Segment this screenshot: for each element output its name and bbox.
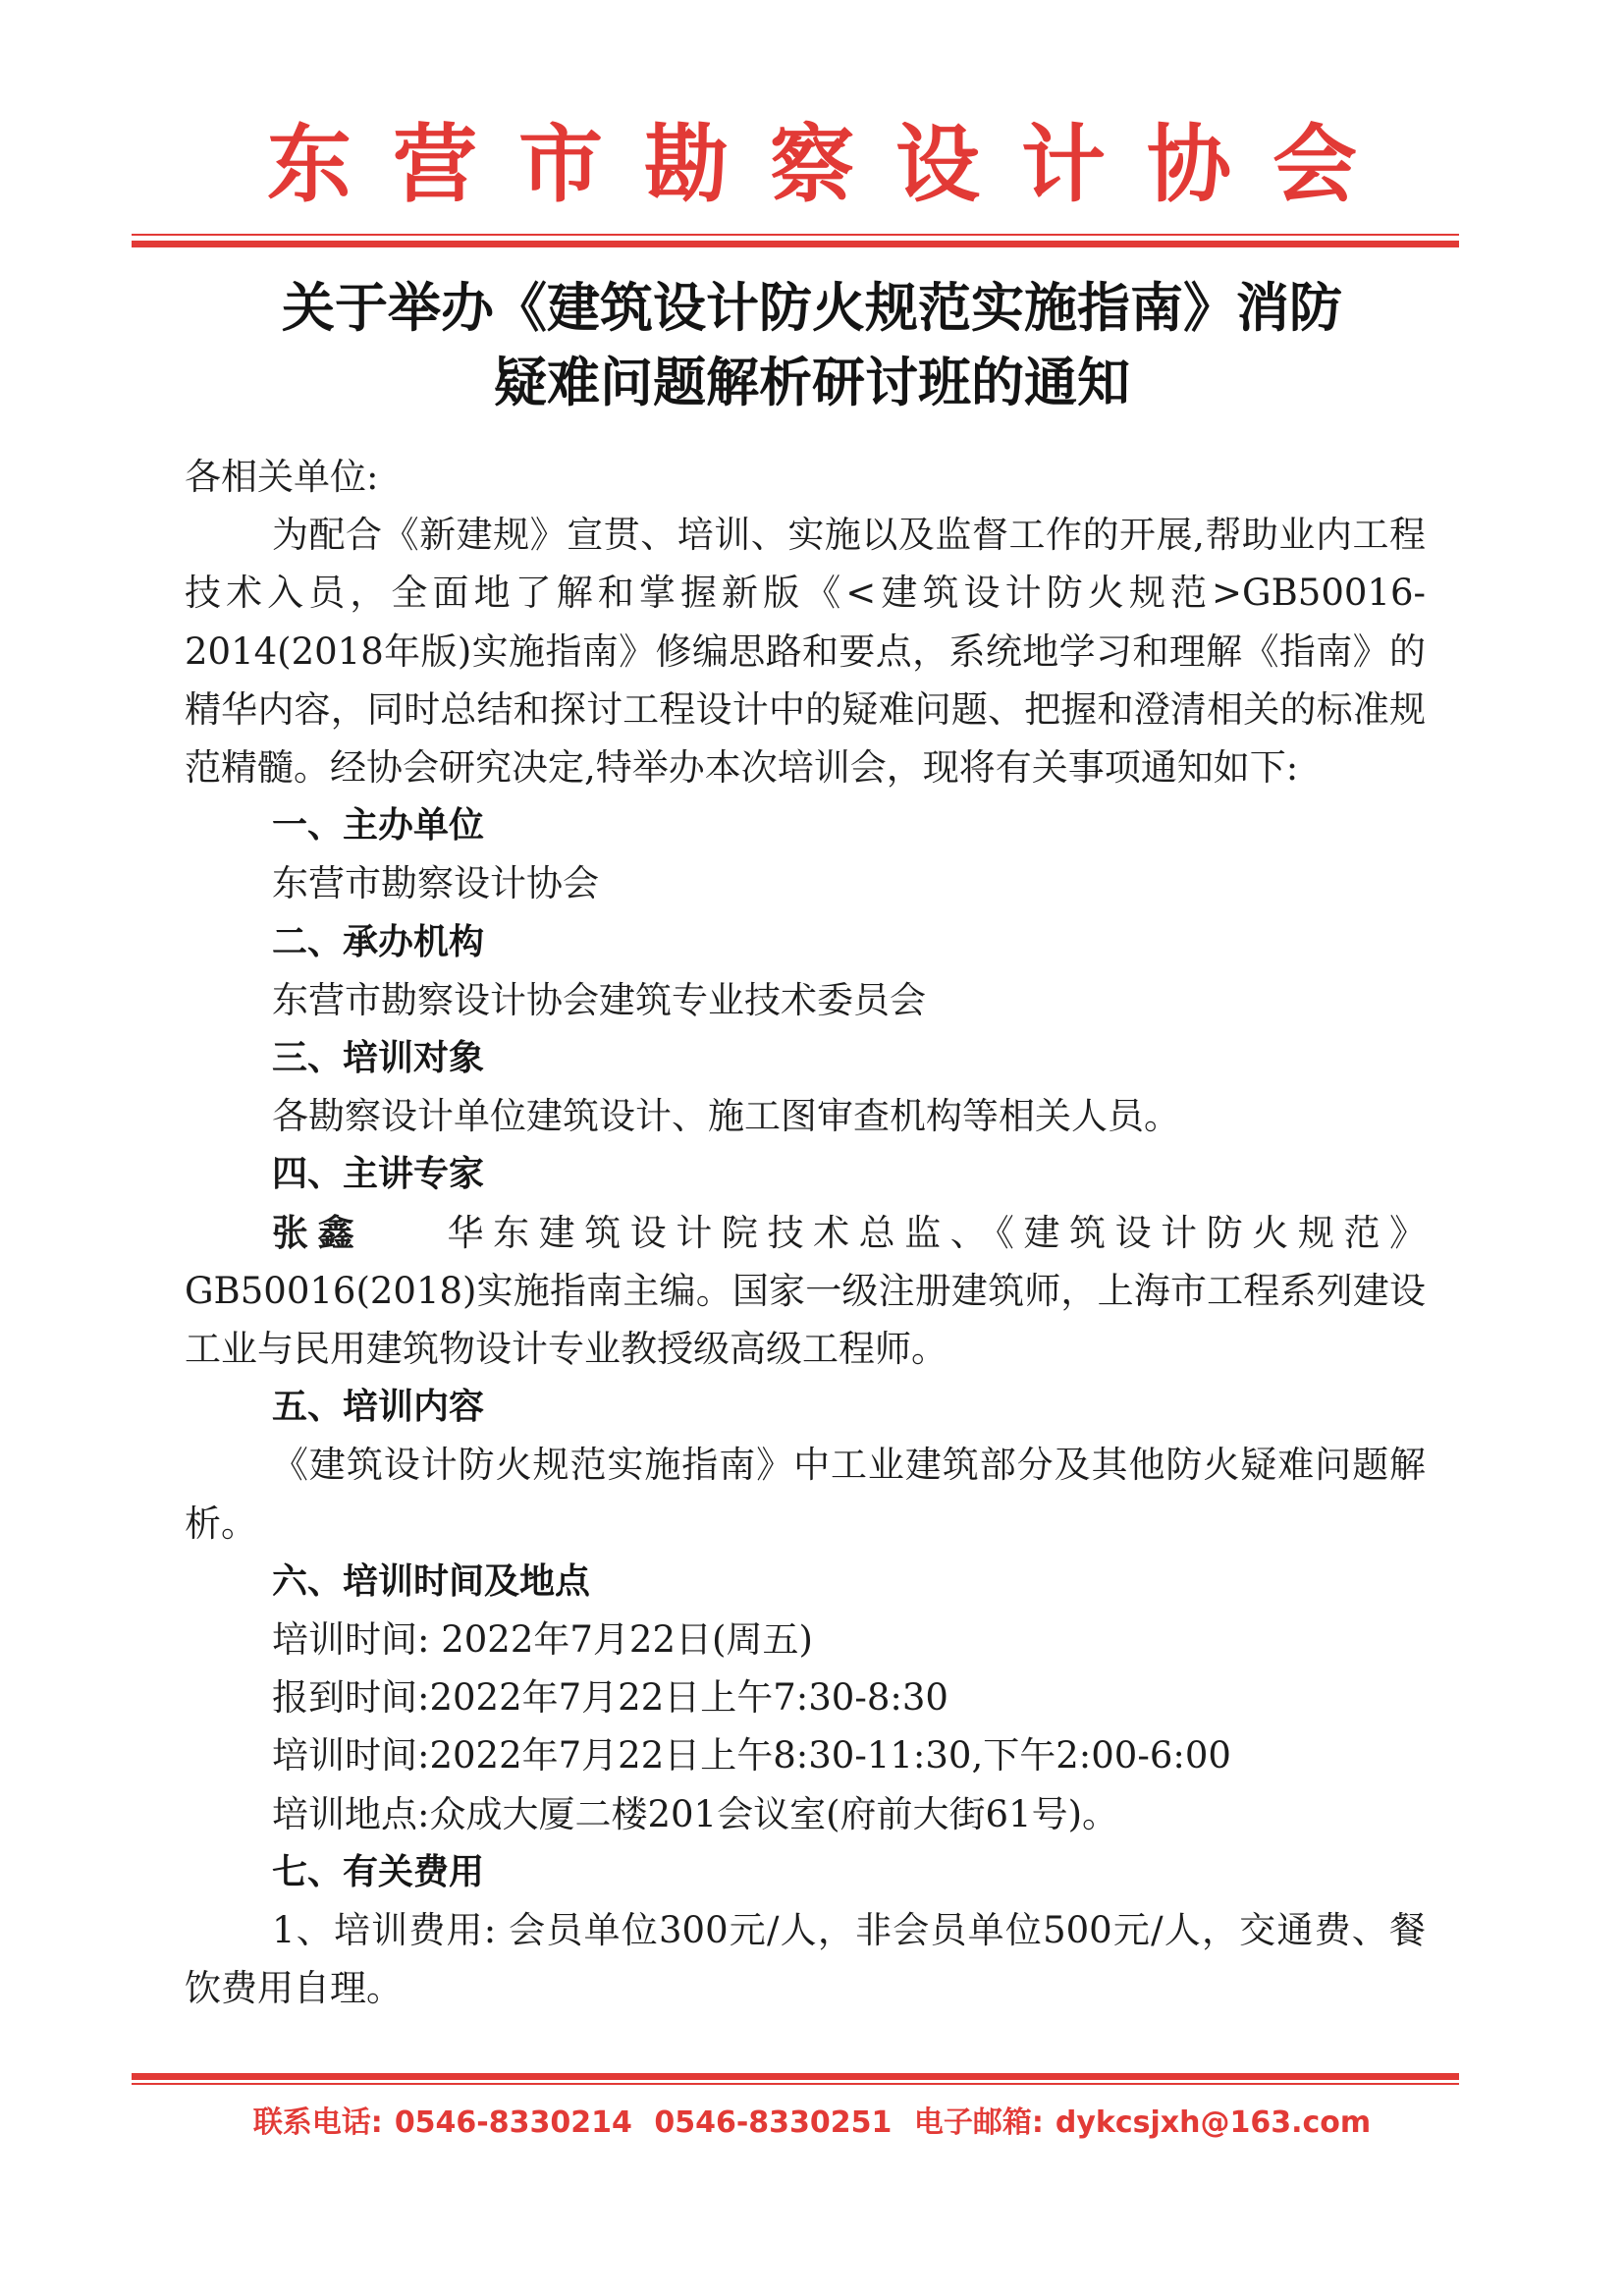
header-rule-thick bbox=[132, 241, 1459, 247]
organization-header: 东营市勘察设计协会 bbox=[267, 115, 1398, 214]
section-1-content: 东营市勘察设计协会 bbox=[272, 862, 599, 905]
document-body bbox=[185, 448, 1426, 2017]
email-label: 电子邮箱: bbox=[913, 2105, 1044, 2140]
checkin-time: 报到时间:2022年7月22日上午7:30-8:30 bbox=[272, 1676, 948, 1720]
expert-paragraph bbox=[185, 1204, 1426, 1379]
training-hours: 培训时间:2022年7月22日上午8:30-11:30,下午2:00-6:00 bbox=[272, 1734, 1231, 1777]
section-5-heading: 五、培训内容 bbox=[272, 1387, 485, 1428]
section-2-content: 东营市勘察设计协会建筑专业技术委员会 bbox=[272, 978, 926, 1021]
training-location: 培训地点:众成大厦二楼201会议室(府前大街61号)。 bbox=[272, 1792, 1119, 1835]
header-rule-thin bbox=[132, 234, 1459, 236]
expert-name: 张鑫 bbox=[272, 1211, 364, 1254]
fee-paragraph: 1、培训费用: 会员单位300元/人，非会员单位500元/人，交通费、餐饮费用自理。 bbox=[185, 1909, 1426, 2010]
title-line-2: 疑难问题解析研讨班的通知 bbox=[494, 352, 1130, 413]
email-address: dykcsjxh@163.com bbox=[1055, 2105, 1372, 2140]
phone-number-1: 0546-8330214 bbox=[394, 2105, 632, 2140]
section-4-heading: 四、主讲专家 bbox=[272, 1154, 485, 1195]
section-7-heading: 七、有关费用 bbox=[272, 1851, 485, 1892]
intro-paragraph: 为配合《新建规》宣贯、培训、实施以及监督工作的开展,帮助业内工程技术入员，全面地了解和掌握新版《<建筑设计防火规范>GB50016-2014(2018年版)实施指南》修编思路和要点，系统地学习和理解《指南》的精华内容，同时总结和探讨工程设计中的疑难问题、把握和澄清相关的标准规范精髓。经协会研究决定,特举办本次培训会，现将有关事项通知如下: bbox=[185, 514, 1426, 790]
title-line-1: 关于举办《建筑设计防火规范实施指南》消防 bbox=[282, 277, 1342, 339]
section-3-content: 各勘察设计单位建筑设计、施工图审查机构等相关人员。 bbox=[272, 1095, 1180, 1138]
contact-footer bbox=[0, 2098, 1624, 2141]
training-date: 培训时间: 2022年7月22日(周五) bbox=[272, 1618, 813, 1662]
salutation: 各相关单位: bbox=[185, 456, 379, 498]
phone-number-2: 0546-8330251 bbox=[654, 2105, 893, 2140]
expert-bio: 华东建筑设计院技术总监、《建筑设计防火规范》GB50016(2018)实施指南主编。国家一级注册建筑师，上海市工程系列建设工业与民用建筑物设计专业教授级高级工程师。 bbox=[185, 1211, 1427, 1371]
footer-rule-thick bbox=[132, 2073, 1459, 2080]
section-2-heading: 二、承办机构 bbox=[272, 921, 485, 962]
section-1-heading: 一、主办单位 bbox=[272, 805, 485, 847]
document-title bbox=[147, 271, 1477, 420]
phone-label: 联系电话: bbox=[252, 2105, 383, 2140]
footer-rule-thin bbox=[132, 2083, 1459, 2085]
section-6-heading: 六、培训时间及地点 bbox=[272, 1560, 591, 1602]
section-3-heading: 三、培训对象 bbox=[272, 1038, 485, 1079]
section-5-content: 《建筑设计防火规范实施指南》中工业建筑部分及其他防火疑难问题解析。 bbox=[185, 1444, 1426, 1545]
